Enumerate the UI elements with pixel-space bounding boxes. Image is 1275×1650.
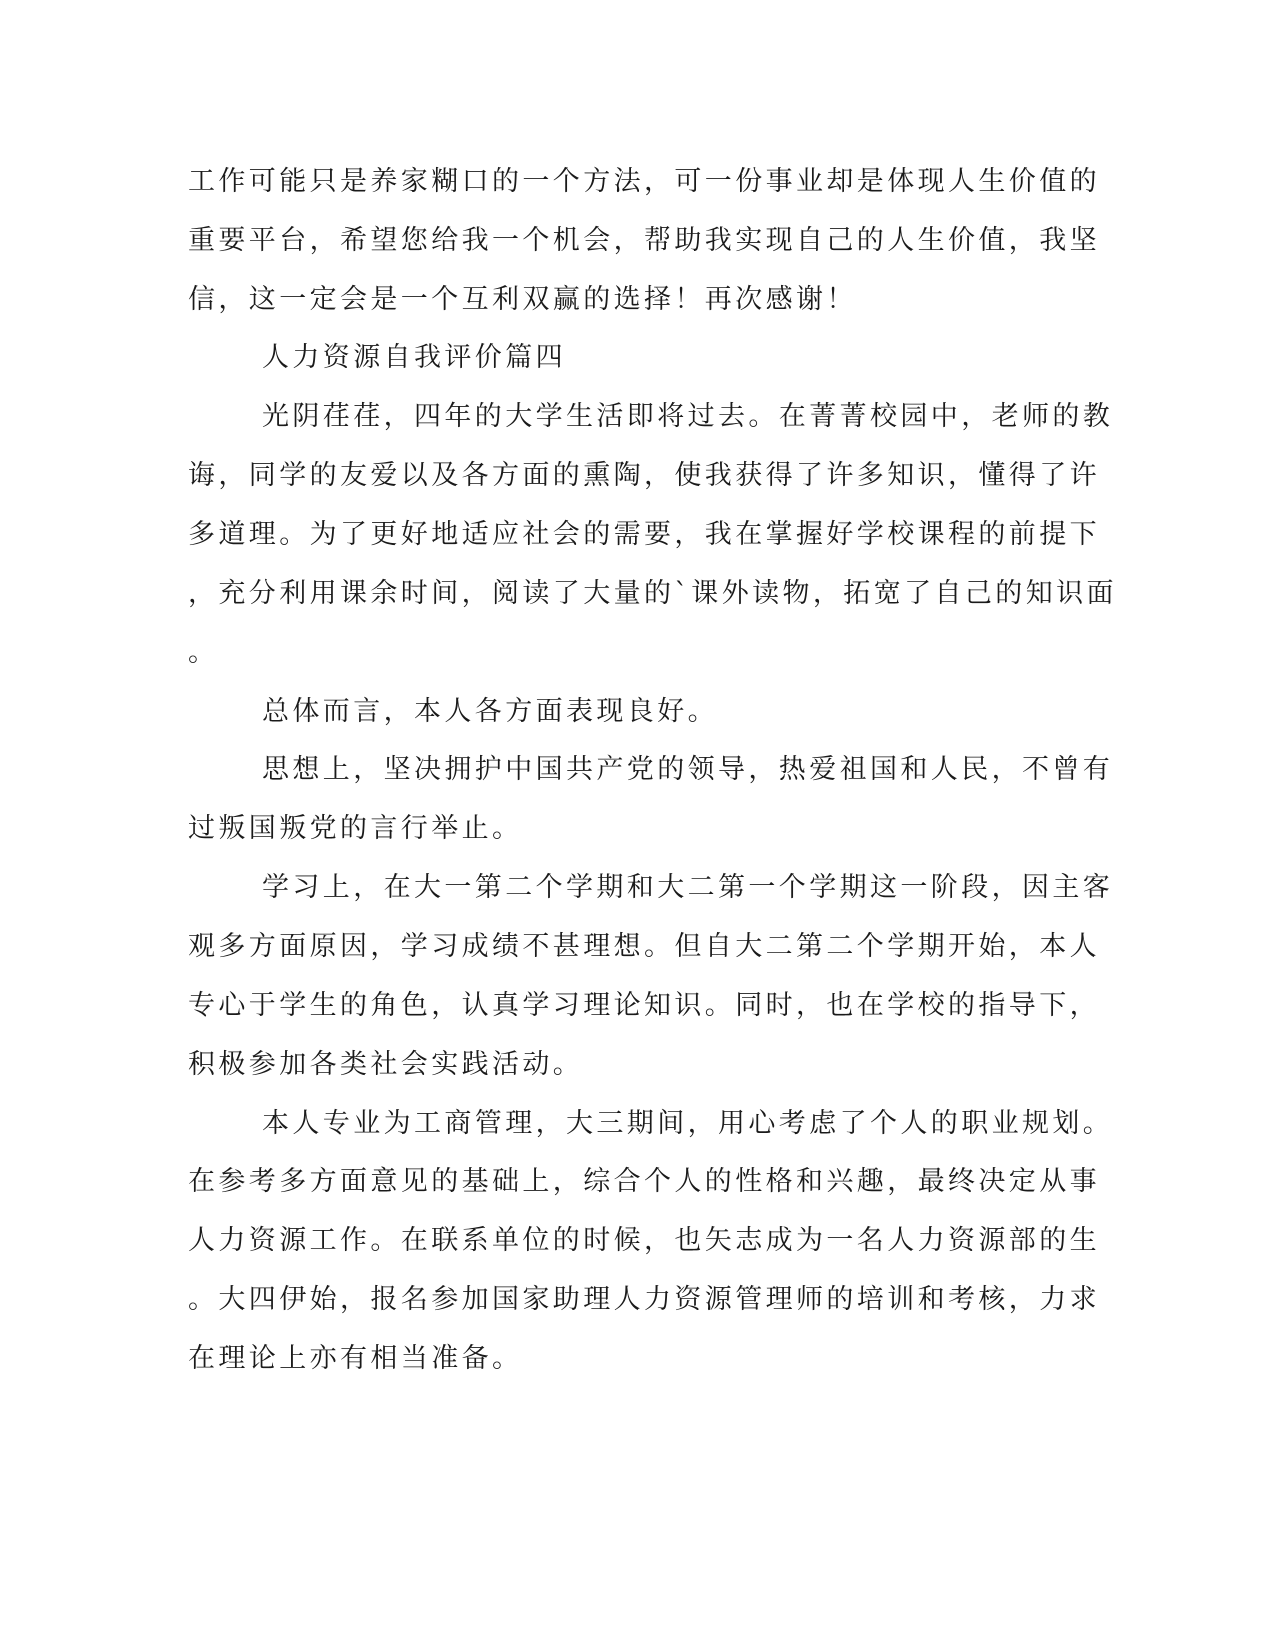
text-line: 。大四伊始，报名参加国家助理人力资源管理师的培训和考核，力求 <box>188 1284 1100 1315</box>
text-line: 总体而言，本人各方面表现良好。 <box>262 696 718 727</box>
text-line: 诲，同学的友爱以及各方面的熏陶，使我获得了许多知识，懂得了许 <box>188 460 1100 491</box>
text-line: 观多方面原因，学习成绩不甚理想。但自大二第二个学期开始，本人 <box>188 931 1100 962</box>
text-line: 在参考多方面意见的基础上，综合个人的性格和兴趣，最终决定从事 <box>188 1166 1100 1197</box>
text-line: 专心于学生的角色，认真学习理论知识。同时，也在学校的指导下， <box>188 990 1100 1021</box>
section-heading: 人力资源自我评价篇四 <box>262 342 566 373</box>
text-line: 过叛国叛党的言行举止。 <box>188 813 523 844</box>
text-line: 多道理。为了更好地适应社会的需要，我在掌握好学校课程的前提下 <box>188 519 1100 550</box>
text-line: 人力资源工作。在联系单位的时候，也矢志成为一名人力资源部的生 <box>188 1225 1100 1256</box>
text-line: 学习上，在大一第二个学期和大二第一个学期这一阶段，因主客 <box>262 872 1114 903</box>
text-line: 在理论上亦有相当准备。 <box>188 1343 523 1374</box>
text-line: 工作可能只是养家糊口的一个方法，可一份事业却是体现人生价值的 <box>188 166 1100 197</box>
text-line: 重要平台，希望您给我一个机会，帮助我实现自己的人生价值，我坚 <box>188 225 1100 256</box>
text-line: 思想上，坚决拥护中国共产党的领导，热爱祖国和人民，不曾有 <box>262 754 1114 785</box>
text-line: 光阴荏荏，四年的大学生活即将过去。在菁菁校园中，老师的教 <box>262 401 1114 432</box>
text-line: 。 <box>188 637 219 668</box>
text-line: 信，这一定会是一个互利双赢的选择！再次感谢！ <box>188 284 857 315</box>
text-line: 积极参加各类社会实践活动。 <box>188 1049 584 1080</box>
text-line: 本人专业为工商管理，大三期间，用心考虑了个人的职业规划。 <box>262 1108 1114 1139</box>
text-line: ，充分利用课余时间，阅读了大量的`课外读物，拓宽了自己的知识面 <box>188 578 1117 609</box>
